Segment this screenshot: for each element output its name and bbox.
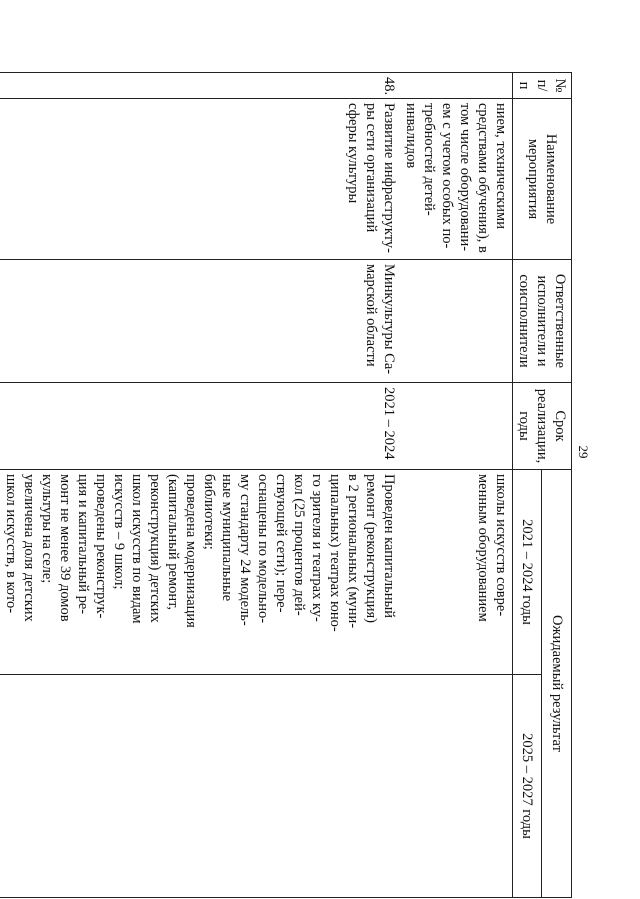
header-result-2025-2027: 2025 – 2027 годы [513, 675, 543, 898]
header-term: Срок реализации, годы [513, 383, 572, 470]
row-name: Развитие инфраструкту- ры сети организаций сферы культуры [0, 99, 400, 260]
header-row-1 [542, 73, 572, 898]
measures-table [0, 72, 572, 898]
header-executors: Ответственные исполнители и соисполнители [513, 260, 572, 383]
cont-name: нием, техническими средствами обучения), в том числе оборудовани- ем с учетом особых по- требностей детей- инвалидов [400, 99, 513, 260]
header-num: № п/п [513, 73, 572, 99]
header-result: Ожидаемый результат [542, 470, 572, 898]
row-result-2025-2027 [0, 675, 400, 898]
cont-num [400, 73, 513, 99]
cont-term [400, 383, 513, 470]
continuation-row [400, 73, 513, 898]
row-num: 48. [0, 73, 400, 99]
rotated-content [3, 72, 572, 897]
header-name: Наименование мероприятия [513, 99, 572, 260]
row-term: 2021 – 2024 [0, 383, 400, 470]
cont-result-2025-2027 [400, 675, 513, 898]
cont-executors [400, 260, 513, 383]
cont-result-2021-2024: школы искусств совре- менным оборудованием [400, 470, 513, 675]
row-result-2021-2024: Проведен капитальный ремонт (реконструкция) в 2 региональных (муни- ципальных) театрах юно- го зрителя и театрах ку- кол (25 процентов дей- ствующей сети); пере- оснащены по модельно- му стандарту 24 модель- ные муниципальные библиотеки; проведена модернизация (капитальный ремонт, реконструкция) детских школ искусств по видам искусств – 9 школ; проведены реконструк- ция и капитальный ре- монт не менее 39 домов культуры на селе; увеличена доля детских школ искусств, в кото- [0, 470, 400, 675]
row-executors: Минкультуры Са- марской области [0, 260, 400, 383]
page-number: 29 [576, 445, 591, 459]
table-row [0, 73, 400, 898]
header-result-2021-2024: 2021 – 2024 годы [513, 470, 543, 675]
